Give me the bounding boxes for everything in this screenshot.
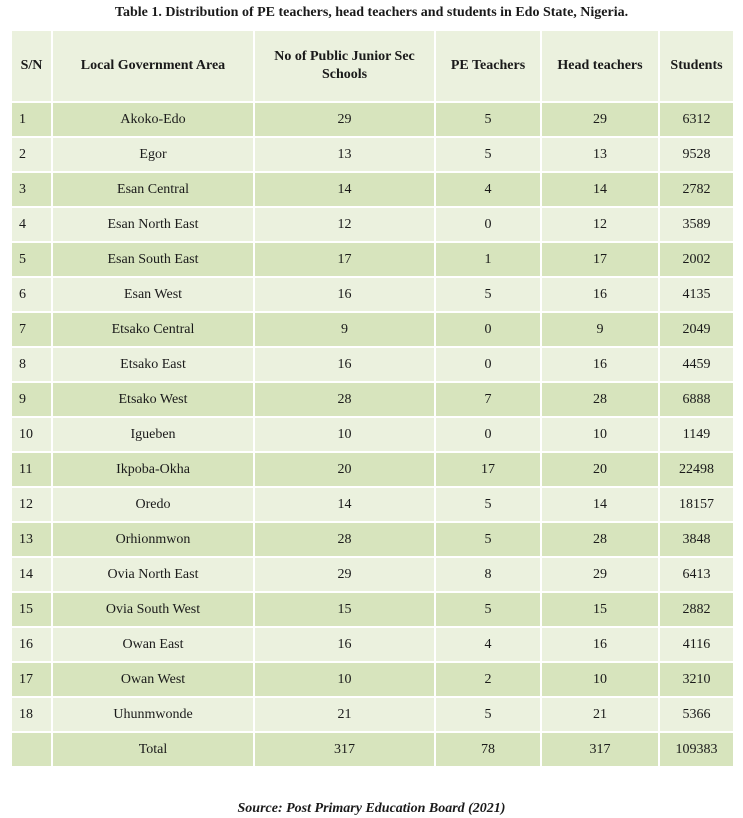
cell-head-teachers: 9 [541,312,659,347]
cell-pe-teachers: 0 [435,417,541,452]
cell-lga: Etsako West [52,382,254,417]
cell-lga: Ovia South West [52,592,254,627]
cell-lga: Uhunmwonde [52,697,254,732]
cell-lga: Etsako East [52,347,254,382]
cell-pe-teachers: 7 [435,382,541,417]
cell-pe-teachers: 5 [435,277,541,312]
cell-lga: Egor [52,137,254,172]
cell-students: 18157 [659,487,734,522]
cell-sn: 18 [11,697,52,732]
cell-head-teachers: 16 [541,277,659,312]
cell-lga: Igueben [52,417,254,452]
cell-students: 4116 [659,627,734,662]
table-body [11,102,734,767]
table-row [11,452,734,487]
cell-head-teachers: 16 [541,347,659,382]
cell-schools: 15 [254,592,435,627]
cell-lga: Oredo [52,487,254,522]
cell-sn: 4 [11,207,52,242]
cell-pe-teachers: 2 [435,662,541,697]
cell-schools: 14 [254,172,435,207]
cell-lga: Etsako Central [52,312,254,347]
cell-lga: Esan North East [52,207,254,242]
cell-sn: 10 [11,417,52,452]
cell-schools: 16 [254,277,435,312]
header-schools: No of Public Junior Sec Schools [254,30,435,102]
cell-students: 9528 [659,137,734,172]
distribution-table [10,29,735,768]
cell-pe-teachers: 8 [435,557,541,592]
cell-schools: 9 [254,312,435,347]
cell-students: 3848 [659,522,734,557]
cell-pe-teachers: 5 [435,522,541,557]
cell-head-teachers: 17 [541,242,659,277]
cell-sn: 14 [11,557,52,592]
cell-sn: 1 [11,102,52,137]
cell-lga: Esan West [52,277,254,312]
cell-head-teachers: 20 [541,452,659,487]
cell-pe-teachers: 0 [435,347,541,382]
table-row [11,347,734,382]
table-row [11,487,734,522]
cell-schools: 10 [254,662,435,697]
cell-sn: 5 [11,242,52,277]
cell-schools: 28 [254,522,435,557]
table-caption: Table 1. Distribution of PE teachers, head teachers and students in Edo State, Nigeria. [114,5,629,20]
cell-lga: Ikpoba-Okha [52,452,254,487]
cell-head-teachers: 12 [541,207,659,242]
table-row [11,137,734,172]
cell-head-teachers: 13 [541,137,659,172]
table-row [11,172,734,207]
cell-pe-teachers: 4 [435,172,541,207]
cell-head-teachers: 28 [541,522,659,557]
cell-schools: 10 [254,417,435,452]
cell-head-teachers: 21 [541,697,659,732]
total-pe-teachers: 78 [435,732,541,767]
cell-students: 2782 [659,172,734,207]
cell-sn: 8 [11,347,52,382]
cell-students: 1149 [659,417,734,452]
cell-students: 6312 [659,102,734,137]
cell-lga: Esan South East [52,242,254,277]
table-row [11,662,734,697]
total-label: Total [52,732,254,767]
cell-schools: 28 [254,382,435,417]
cell-students: 4459 [659,347,734,382]
cell-lga: Owan East [52,627,254,662]
header-sn: S/N [11,30,52,102]
source-note: Source: Post Primary Education Board (2021) [237,801,506,816]
cell-schools: 21 [254,697,435,732]
cell-pe-teachers: 5 [435,137,541,172]
cell-head-teachers: 16 [541,627,659,662]
cell-lga: Esan Central [52,172,254,207]
cell-students: 5366 [659,697,734,732]
cell-pe-teachers: 5 [435,102,541,137]
cell-pe-teachers: 5 [435,487,541,522]
cell-sn: 9 [11,382,52,417]
cell-sn: 7 [11,312,52,347]
cell-head-teachers: 14 [541,487,659,522]
table-row [11,207,734,242]
table-row [11,102,734,137]
cell-students: 6413 [659,557,734,592]
cell-schools: 13 [254,137,435,172]
cell-pe-teachers: 0 [435,207,541,242]
table-row [11,557,734,592]
total-schools: 317 [254,732,435,767]
header-lga: Local Government Area [52,30,254,102]
table-row [11,697,734,732]
header-pe-teachers: PE Teachers [435,30,541,102]
cell-head-teachers: 29 [541,102,659,137]
cell-pe-teachers: 1 [435,242,541,277]
total-row [11,732,734,767]
cell-sn: 3 [11,172,52,207]
header-head-teachers: Head teachers [541,30,659,102]
cell-pe-teachers: 17 [435,452,541,487]
cell-head-teachers: 29 [541,557,659,592]
cell-lga: Orhionmwon [52,522,254,557]
cell-sn: 11 [11,452,52,487]
cell-sn: 17 [11,662,52,697]
cell-lga: Ovia North East [52,557,254,592]
total-sn [11,732,52,767]
cell-students: 2049 [659,312,734,347]
cell-head-teachers: 10 [541,417,659,452]
cell-sn: 15 [11,592,52,627]
cell-schools: 20 [254,452,435,487]
cell-schools: 29 [254,557,435,592]
cell-lga: Owan West [52,662,254,697]
table-row [11,242,734,277]
cell-pe-teachers: 0 [435,312,541,347]
cell-students: 6888 [659,382,734,417]
cell-sn: 13 [11,522,52,557]
cell-schools: 16 [254,627,435,662]
cell-head-teachers: 14 [541,172,659,207]
cell-schools: 12 [254,207,435,242]
cell-head-teachers: 10 [541,662,659,697]
cell-students: 4135 [659,277,734,312]
cell-lga: Akoko-Edo [52,102,254,137]
table-row [11,277,734,312]
header-row [11,30,734,102]
table-row [11,592,734,627]
total-students: 109383 [659,732,734,767]
cell-students: 22498 [659,452,734,487]
cell-pe-teachers: 5 [435,697,541,732]
table-row [11,382,734,417]
table-row [11,522,734,557]
cell-sn: 12 [11,487,52,522]
cell-students: 2882 [659,592,734,627]
cell-schools: 14 [254,487,435,522]
cell-students: 3589 [659,207,734,242]
cell-pe-teachers: 4 [435,627,541,662]
cell-head-teachers: 15 [541,592,659,627]
cell-schools: 29 [254,102,435,137]
cell-sn: 16 [11,627,52,662]
table-row [11,417,734,452]
cell-students: 2002 [659,242,734,277]
cell-pe-teachers: 5 [435,592,541,627]
cell-sn: 2 [11,137,52,172]
table-row [11,312,734,347]
cell-students: 3210 [659,662,734,697]
total-head-teachers: 317 [541,732,659,767]
table-row [11,627,734,662]
cell-sn: 6 [11,277,52,312]
header-students: Students [659,30,734,102]
cell-head-teachers: 28 [541,382,659,417]
cell-schools: 17 [254,242,435,277]
cell-schools: 16 [254,347,435,382]
